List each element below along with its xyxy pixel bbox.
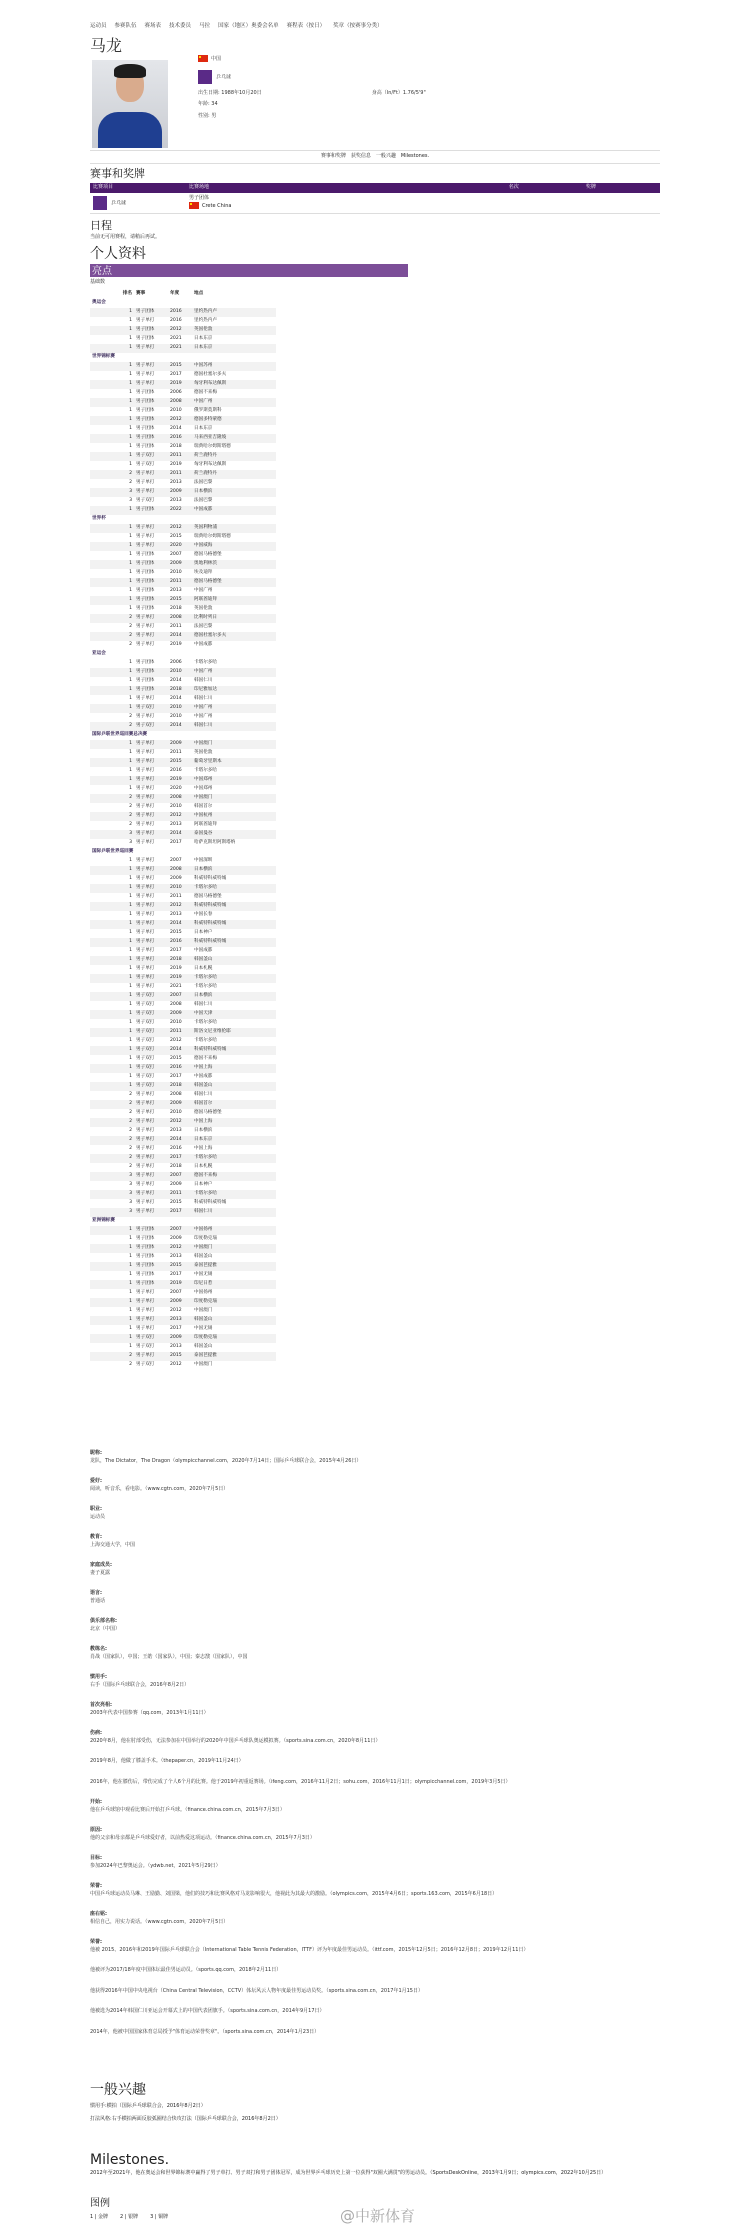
athlete-info: 中国 乒乓球 出生日期: 1988年10月20日 身高（In/Ft）1.76/5'9" 年龄: 34 性别: 男	[198, 56, 426, 119]
note: 2014年，他被中国国家体育总局授予"体育运动荣誉奖章"。（sports.sina.com.cn，2014年1月23日）	[90, 2028, 320, 2035]
table-row: 2 男子单打 2016 中国上海	[129, 1146, 213, 1152]
table-row: 1 男子团体 2010 埃及迪拜	[129, 570, 213, 576]
legend-item: 2 | 银牌	[120, 2214, 139, 2220]
sport-icon	[198, 70, 212, 84]
note: 惯用手: 右手（国际乒乓球联合会，2016年8月2日）	[90, 1674, 190, 1688]
section-title-milestones: Milestones.	[90, 2152, 170, 2168]
medal-header: 名次	[506, 183, 583, 193]
table-row: 1 男子单打 2017 中国无锡	[129, 1326, 213, 1332]
medal-table	[90, 183, 660, 214]
table-row: 3 男子单打 2017 哈萨克斯坦阿斯塔纳	[129, 840, 236, 846]
note: 昵称: 龙队，The Dictator，The Dragon（olympicchannel.com，2020年7月14日；国际乒乓球联合会，2015年4月26日）	[90, 1450, 362, 1464]
results-table	[90, 290, 276, 1370]
table-row: 1 男子单打 2011 英国伦敦	[129, 750, 213, 756]
table-row: 1 男子双打 2015 德国不来梅	[129, 1056, 217, 1062]
table-row: 1 男子单打 2010 卡塔尔多哈	[90, 884, 276, 893]
table-row: 1 男子单打 2019 匈牙利布达佩斯	[90, 380, 276, 389]
group-label: 世界杯	[92, 516, 106, 522]
note: 教练名: 肖战（国家队），中国；王皓（国家队），中国；秦志戬（国家队），中国	[90, 1646, 248, 1660]
table-row: 1 男子单打 2020 中国郑州	[129, 786, 213, 792]
basic-label: 基础数	[90, 279, 106, 285]
table-row: 3 男子双打 2013 法国巴黎	[129, 498, 213, 504]
note: 荣誉: 他被 2015、2016年和2019年国际乒乓球联合会（International Table Tennis Federation，ITTF）评为年度最佳男运动员。（ittf.com，2015年12月5日；2016年12月8日；2019年12月11日）	[90, 1939, 529, 1953]
table-row: 1 男子单打 2015 日本神户	[129, 930, 213, 936]
nav-link[interactable]: 技术委员	[169, 23, 192, 29]
table-row: 1 男子单打 2012 英国利物浦	[90, 524, 276, 533]
table-row: 1 男子单打 2012 科威特科威特城	[90, 902, 276, 911]
table-row: 1 男子团体 2021 日本东京	[129, 336, 213, 342]
note: 爱好: 阅读，听音乐，看电影。（www.cgtn.com，2020年7月5日）	[90, 1478, 229, 1492]
note: 座右铭: 相信自己，用实力说话。（www.cgtn.com，2020年7月5日）	[90, 1911, 229, 1925]
note: 俱乐部名称: 北京（中国）	[90, 1618, 121, 1632]
table-row: 2 男子单打 2009 韩国首尔	[90, 1100, 276, 1109]
table-row: 1 男子团体 2016 里约热内卢	[90, 308, 276, 317]
medal-row: 乒乓球 男子团体 Crete China	[90, 193, 660, 214]
table-row: 3 男子单打 2015 科威特科威特城	[129, 1200, 227, 1206]
table-header: 赛事	[136, 291, 146, 297]
table-row: 1 男子团体 2018 瑞典哈尔姆斯塔德	[129, 444, 231, 450]
note: 他被选为2014年韩国仁川亚运会开幕式上的中国代表团旗手。（sports.sina.com.cn，2014年9月17日）	[90, 2008, 325, 2014]
group-label: 亚运会	[92, 651, 106, 657]
note: 首次亮相: 2003年代表中国参赛（qq.com，2013年1月11日）	[90, 1702, 209, 1716]
legend	[90, 2214, 180, 2222]
legend-item: 3 | 铜牌	[150, 2214, 169, 2220]
table-row: 2 男子单打 2019 中国成都	[129, 642, 213, 648]
table-row: 1 男子单打 2012 中国澳门	[129, 1308, 213, 1314]
table-row: 1 男子团体 2018 英国伦敦	[129, 606, 213, 612]
table-row: 1 男子团体 2007 中国扬州	[90, 1226, 276, 1235]
note: 原因: 他的父亲和母亲都是乒乓球爱好者，以前热爱这项运动。（finance.china.com.cn，2015年7月3日）	[90, 1827, 315, 1841]
table-row: 3 男子单打 2011 卡塔尔多哈	[90, 1190, 276, 1199]
table-row: 2 男子单打 2014 德国杜塞尔多夫	[90, 632, 276, 641]
note: 2016年，他在膝伤后，带伤完成了个人6个月的比赛。他于2019年初重返赛场。（ifeng.com，2016年11月2日；sohu.com，2016年11月1日；olympicchannel.com，2019年3月5日）	[90, 1778, 511, 1785]
table-row: 2 男子单打 2010 德国马格德堡	[129, 1110, 222, 1116]
section-links[interactable]: 赛事和奖牌 获奖信息 一般兴趣 Milestones.	[90, 150, 660, 164]
table-row: 1 男子双打 2014 科威特科威特城	[90, 1046, 276, 1055]
highlights-bar: 亮点	[90, 264, 408, 277]
group-label: 国际乒联世界巡回赛总决赛	[92, 732, 148, 738]
table-row: 1 男子单打 2015 葡萄牙里斯本	[90, 758, 276, 767]
top-nav	[90, 22, 391, 30]
athlete-name: 马龙	[90, 36, 123, 55]
table-row: 1 男子单打 2013 中国长春	[129, 912, 213, 918]
table-row: 1 男子团体 2012 英国伦敦	[90, 326, 276, 335]
table-row: 1 男子单打 2014 韩国仁川	[129, 696, 213, 702]
note: 语言: 普通话	[90, 1590, 106, 1604]
section-title-profile: 个人资料	[90, 246, 146, 262]
china-flag-icon	[198, 55, 208, 62]
table-row: 1 男子团体 2010 中国广州	[90, 668, 276, 677]
table-row: 3 男子单打 2014 泰国曼谷	[90, 830, 276, 839]
table-row: 1 男子单打 2014 科威特科威特城	[90, 920, 276, 929]
table-header: 年度	[170, 291, 180, 297]
table-row: 1 男子双打 2007 日本横滨	[90, 992, 276, 1001]
nav-link[interactable]: 参赛队伍	[114, 23, 137, 29]
table-row: 1 男子单打 2015 中国苏州	[90, 362, 276, 371]
nav-link[interactable]: 赛场表	[144, 23, 162, 29]
china-flag-icon	[189, 202, 199, 209]
table-row: 1 男子团体 2010 俄罗斯莫斯科	[129, 408, 222, 414]
table-row: 1 男子单打 2018 韩国釜山	[90, 956, 276, 965]
general-notes	[90, 2098, 650, 2128]
table-row: 1 男子单打 2009 印度勒克瑙	[90, 1298, 276, 1307]
table-row: 2 男子单打 2013 日本横滨	[129, 1128, 213, 1134]
table-row: 1 男子团体 2011 德国马格德堡	[90, 578, 276, 587]
note: 职业: 运动员	[90, 1506, 106, 1520]
note: 开始: 他在乒乓球馆中观看比赛后开始打乒乓球。（finance.china.com.cn，2015年7月3日）	[90, 1799, 285, 1813]
table-row: 1 男子团体 2009 奥地利林茨	[90, 560, 276, 569]
nav-link[interactable]: 运动员	[90, 23, 107, 29]
medal-header	[448, 183, 477, 193]
table-row: 2 男子单打 2013 法国巴黎	[129, 480, 213, 486]
table-row: 3 男子单打 2017 韩国仁川	[90, 1208, 276, 1217]
legend-item: 1 | 金牌	[90, 2214, 109, 2220]
table-row: 1 男子团体 2006 德国不来梅	[129, 390, 217, 396]
note: 2019年8月，他做了膝盖手术。（thepaper.cn，2019年11月24日）	[90, 1758, 244, 1764]
table-row: 1 男子单打 2017 中国成都	[129, 948, 213, 954]
table-row: 1 男子单打 2019 中国郑州	[90, 776, 276, 785]
table-row: 1 男子单打 2020 中国威海	[90, 542, 276, 551]
watermark: @中新体育	[340, 2207, 416, 2225]
group-label: 亚洲锦标赛	[92, 1218, 115, 1224]
table-row: 3 男子单打 2007 德国不来梅	[90, 1172, 276, 1181]
table-row: 1 男子单打 2021 卡塔尔多哈	[129, 984, 217, 990]
table-row: 1 男子单打 2011 德国马格德堡	[129, 894, 222, 900]
table-row: 1 男子单打 2009 中国澳门	[90, 740, 276, 749]
section-title-legend: 图例	[90, 2198, 110, 2209]
note: 打法风格:右手横拍两面反胶弧圈结合快攻打法（国际乒乓球联合会，2016年8月2日）	[90, 2115, 281, 2122]
group-label: 世界锦标赛	[92, 354, 115, 360]
table-row: 2 男子双打 2012 中国澳门	[129, 1362, 213, 1368]
table-row: 2 男子单打 2013 阿联酋迪拜	[129, 822, 217, 828]
table-row: 2 男子单打 2008 中国澳门	[90, 794, 276, 803]
section-title-events: 赛事和奖牌	[90, 167, 145, 180]
table-row: 1 男子双打 2017 中国成都	[129, 1074, 213, 1080]
table-row: 1 男子团体 2012 中国澳门	[90, 1244, 276, 1253]
schedule-note: 当前无可用赛程，请稍后再试。	[90, 234, 161, 240]
table-row: 2 男子单打 2015 泰国芭提雅	[90, 1352, 276, 1361]
note: 惯用手:横拍（国际乒乓球联合会，2016年8月2日）	[90, 2103, 206, 2109]
table-row: 2 男子单打 2008 比利时列日	[90, 614, 276, 623]
table-header: 排名	[122, 291, 132, 297]
section-title-schedule: 日程	[90, 219, 112, 232]
nav-link[interactable]: 国家（地区）奥委会名单	[218, 23, 279, 29]
table-row: 1 男子单打 2015 瑞典哈尔姆斯塔德	[129, 534, 231, 540]
medal-header: 奖牌	[583, 183, 660, 193]
table-row: 1 男子团体 2015 泰国芭提雅	[90, 1262, 276, 1271]
table-row: 1 男子团体 2014 日本东京	[129, 426, 213, 432]
table-row: 1 男子团体 2013 韩国釜山	[129, 1254, 213, 1260]
table-row: 1 男子双打 2009 中国天津	[90, 1010, 276, 1019]
table-row: 1 男子双打 2016 中国上海	[90, 1064, 276, 1073]
table-row: 2 男子双打 2014 韩国仁川	[90, 722, 276, 731]
milestones-text: 2012年至2021年，他在奥运会和世界锦标赛中赢得了男子单打、男子双打和男子团体冠军，成为世界乒乓球历史上第一位获得"双圈大满贯"的男运动员。（SportsDeskOnline，2013年1月9日；olympics.com，2022年10月25日）	[90, 2170, 607, 2176]
table-row: 1 男子单打 2017 德国杜塞尔多夫	[129, 372, 227, 378]
section-title-general: 一般兴趣	[90, 2082, 146, 2098]
table-row: 2 男子单打 2011 荷兰鹿特丹	[90, 470, 276, 479]
table-row: 1 男子团体 2012 德国多特蒙德	[90, 416, 276, 425]
note: 他获得2016年中国中央电视台（China Central Television，CCTV）体坛风云人物年度最佳男运动员奖。（sports.sina.com.cn，2017年1月15日）	[90, 1987, 423, 1994]
medal-header: 比赛场地	[186, 183, 419, 193]
table-row: 1 男子团体 2017 中国无锡	[129, 1272, 213, 1278]
note: 荣誉: 中国乒乓球运动员马琳、王励勤、刘国梁，他们的技巧和比赛风格对马龙影响很大，他视此为其最大的激励。（olympics.com，2015年4月6日；sports.163.com，2015年6月18日）	[90, 1883, 498, 1897]
note: 目标: 参加2024年巴黎奥运会。（ydwb.net，2021年5月29日）	[90, 1855, 221, 1869]
table-row: 1 男子单打 2021 日本东京	[90, 344, 276, 353]
table-row: 1 男子团体 2016 马来西亚吉隆坡	[90, 434, 276, 443]
table-row: 3 男子单打 2009 日本横滨	[90, 488, 276, 497]
table-row: 1 男子团体 2013 中国广州	[129, 588, 213, 594]
group-label: 国际乒联世界巡回赛	[92, 849, 134, 855]
note: 教育: 上海交通大学，中国	[90, 1534, 136, 1548]
medal-header	[477, 183, 506, 193]
table-row: 2 男子单打 2008 韩国仁川	[129, 1092, 213, 1098]
table-row: 2 男子单打 2017 卡塔尔多哈	[90, 1154, 276, 1163]
nav-link[interactable]: 马拉	[199, 23, 211, 29]
table-row: 2 男子单打 2010 韩国首尔	[129, 804, 213, 810]
table-row: 2 男子单打 2011 法国巴黎	[129, 624, 213, 630]
table-row: 2 男子单打 2012 中国杭州	[90, 812, 276, 821]
sport-icon	[93, 196, 107, 210]
nav-link[interactable]: 赛程表（按日）	[286, 23, 326, 29]
table-row: 1 男子单打 2019 日本札幌	[129, 966, 213, 972]
table-row: 1 男子双打 2011 荷兰鹿特丹	[90, 452, 276, 461]
table-row: 1 男子团体 2022 中国成都	[90, 506, 276, 515]
table-row: 1 男子单打 2019 卡塔尔多哈	[90, 974, 276, 983]
table-row: 1 男子团体 2008 中国广州	[90, 398, 276, 407]
table-row: 1 男子单打 2016 卡塔尔多哈	[129, 768, 217, 774]
table-row: 1 男子单打 2008 日本横滨	[90, 866, 276, 875]
table-row: 1 男子团体 2006 卡塔尔多哈	[129, 660, 217, 666]
athlete-photo	[92, 60, 168, 148]
table-row: 1 男子单打 2007 中国深圳	[129, 858, 213, 864]
note: 家庭成员: 妻子夏露	[90, 1562, 112, 1576]
group-label: 奥运会	[92, 300, 106, 306]
table-row: 1 男子单打 2007 中国扬州	[129, 1290, 213, 1296]
table-row: 1 男子双打 2019 匈牙利布达佩斯	[129, 462, 227, 468]
note: 他被评为2017/18年度中国体坛最佳男运动员。（sports.qq.com，2018年2月11日）	[90, 1967, 282, 1973]
table-row: 1 男子单打 2016 科威特科威特城	[90, 938, 276, 947]
table-header: 地点	[194, 291, 204, 297]
table-row: 1 男子双打 2012 卡塔尔多哈	[129, 1038, 217, 1044]
table-row: 1 男子单打 2016 里约热内卢	[129, 318, 217, 324]
table-row: 1 男子单打 2009 科威特科威特城	[129, 876, 227, 882]
table-row: 1 男子团体 2018 印尼雅加达	[90, 686, 276, 695]
table-row: 2 男子单打 2012 中国上海	[90, 1118, 276, 1127]
note: 伤病: 2020年8月，他在肘部受伤，无法参加在中国举行的2020年中国乒乓球队奥运模拟赛。（sports.sina.com.cn，2020年8月11日）	[90, 1730, 381, 1744]
table-row: 1 男子团体 2007 德国马格德堡	[129, 552, 222, 558]
medal-header	[419, 183, 448, 193]
table-row: 1 男子团体 2015 阿联酋迪拜	[90, 596, 276, 605]
nav-link[interactable]: 奖章（按赛事分类）	[333, 23, 383, 29]
table-row: 1 男子团体 2009 印度勒克瑙	[129, 1236, 217, 1242]
table-row: 1 男子双打 2018 韩国釜山	[90, 1082, 276, 1091]
medal-header: 比赛项目	[90, 183, 186, 193]
table-row: 2 男子单打 2018 日本札幌	[129, 1164, 213, 1170]
table-row: 1 男子双打 2009 印度勒克瑙	[90, 1334, 276, 1343]
table-row: 3 男子单打 2009 日本神户	[129, 1182, 213, 1188]
notes	[90, 1450, 650, 2049]
table-row: 1 男子团体 2014 韩国仁川	[129, 678, 213, 684]
table-row: 1 男子双打 2013 韩国釜山	[129, 1344, 213, 1350]
table-row: 1 男子双打 2008 韩国仁川	[129, 1002, 213, 1008]
table-row: 2 男子单打 2014 日本东京	[90, 1136, 276, 1145]
table-row: 1 男子团体 2019 印尼日惹	[90, 1280, 276, 1289]
table-row: 2 男子单打 2010 中国广州	[129, 714, 213, 720]
table-row: 1 男子双打 2010 中国广州	[90, 704, 276, 713]
table-row: 1 男子双打 2011 斯洛文尼亚维伦耶	[90, 1028, 276, 1037]
table-row: 1 男子单打 2013 韩国釜山	[90, 1316, 276, 1325]
table-row: 1 男子双打 2010 卡塔尔多哈	[129, 1020, 217, 1026]
